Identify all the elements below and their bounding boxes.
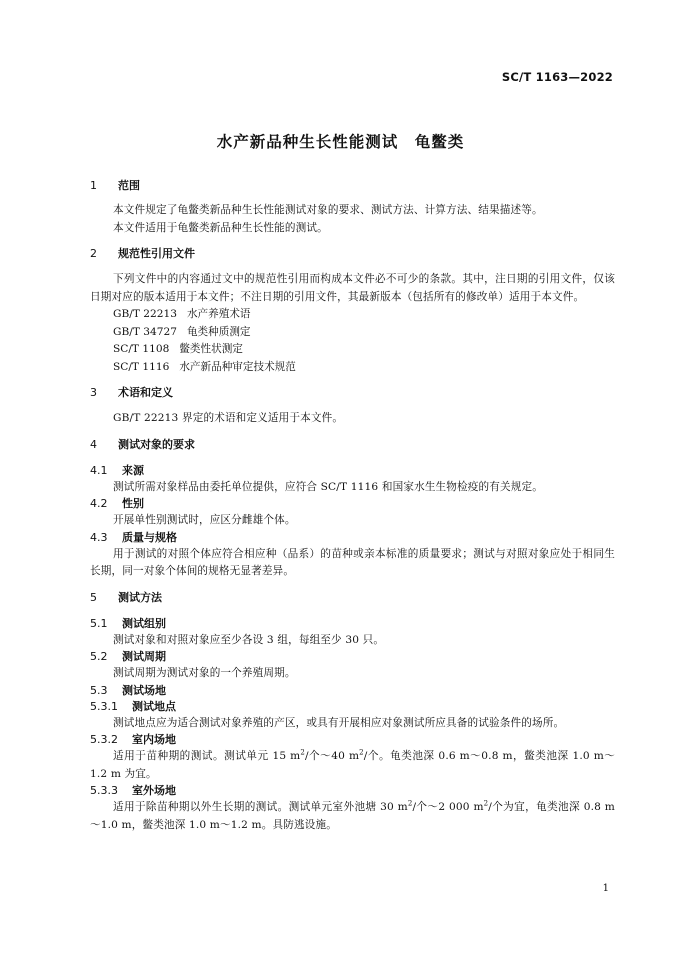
subsection-title: 室内场地 <box>132 733 176 746</box>
section-number: 2 <box>90 247 97 260</box>
subsection-5-3-3-heading <box>90 783 615 799</box>
section-number: 3 <box>90 386 97 399</box>
paragraph: 测试对象和对照对象应至少各设 3 组，每组至少 30 只。 <box>113 633 385 646</box>
superscript: 2 <box>407 799 413 808</box>
subsection-4-3-heading <box>90 530 615 546</box>
text-run: 适用于苗种期的测试。测试单元 15 m <box>113 750 301 762</box>
text-run: /个～2 000 m <box>412 801 484 813</box>
reference-title: 龟类种质测定 <box>186 325 251 338</box>
reference-item <box>90 341 615 359</box>
subsection-5-3-1-heading <box>90 699 615 715</box>
subsection-number: 5.3.1 <box>90 699 118 713</box>
subsection-number: 5.3 <box>90 683 108 697</box>
reference-code: GB/T 22213 <box>113 308 177 320</box>
subsection-4-1-heading <box>90 463 615 479</box>
section-number: 1 <box>90 179 97 192</box>
reference-item <box>90 324 615 342</box>
paragraph: 用于测试的对照个体应符合相应种（品系）的苗种或亲本标准的质量要求；测试与对照对象应处于相同生长期，同一对象个体间的规格无显著差异。 <box>90 547 615 577</box>
superscript: 2 <box>483 799 489 808</box>
text-run: /个～40 m <box>304 750 360 762</box>
paragraph: GB/T 22213 界定的术语和定义适用于本文件。 <box>113 412 344 424</box>
paragraph: 本文件适用于龟鳖类新品种生长性能的测试。 <box>113 221 328 234</box>
paragraph: 开展单性别测试时，应区分雌雄个体。 <box>113 514 296 526</box>
subsection-5-3-heading <box>90 683 615 699</box>
subsection-title: 测试地点 <box>132 699 176 713</box>
paragraph: 测试地点应为适合测试对象养殖的产区，或具有开展相应对象测试所应具备的试验条件的场所。 <box>113 716 565 729</box>
subsection-title: 测试周期 <box>122 650 166 663</box>
reference-title: 鳖类性状测定 <box>179 343 243 355</box>
subsection-5-2-heading <box>90 649 615 665</box>
section-number: 4 <box>90 437 97 451</box>
section-title: 测试方法 <box>118 590 162 604</box>
section-title: 术语和定义 <box>118 386 173 399</box>
subsection-number: 5.3.3 <box>90 784 118 797</box>
subsection-title: 质量与规格 <box>122 530 177 544</box>
subsection-5-1-heading <box>90 616 615 632</box>
subsection-title: 性别 <box>122 497 144 510</box>
section-title: 范围 <box>118 179 140 192</box>
subsection-title: 测试组别 <box>122 616 166 630</box>
superscript: 2 <box>300 748 305 757</box>
section-title: 测试对象的要求 <box>118 437 195 451</box>
subsection-title: 室外场地 <box>132 784 176 797</box>
subsection-number: 4.2 <box>90 497 108 510</box>
reference-code: SC/T 1108 <box>113 343 170 355</box>
subsection-number: 4.1 <box>90 463 108 477</box>
subsection-number: 5.3.2 <box>90 733 118 746</box>
subsection-number: 5.2 <box>90 650 108 663</box>
paragraph: 下列文件中的内容通过文中的规范性引用而构成本文件必不可少的条款。其中，注日期的引用文件，仅该日期对应的版本适用于本文件；不注日期的引用文件，其最新版本（包括所有的修改单）适用于本文件。 <box>90 273 615 303</box>
section-number: 5 <box>90 590 97 604</box>
section-title: 规范性引用文件 <box>118 247 195 260</box>
text-run: 适用于除苗种期以外生长期的测试。测试单元室外池塘 30 m <box>113 801 408 813</box>
reference-item <box>90 306 615 324</box>
section-1-heading <box>90 178 615 194</box>
subsection-number: 5.1 <box>90 616 108 630</box>
section-4-heading <box>90 437 615 453</box>
section-3-heading <box>90 385 615 401</box>
page-number: 1 <box>602 883 609 894</box>
document-title: 水产新品种生长性能测试 龟鳖类 <box>216 133 465 151</box>
subsection-4-2-heading <box>90 496 615 512</box>
text-run: /个。龟类池深 0.6 m～0.8 m，鳖类池深 1.0 m～1.2 m 为宜。 <box>90 750 616 780</box>
section-5-heading <box>90 590 615 606</box>
paragraph: 本文件规定了龟鳖类新品种生长性能测试对象的要求、测试方法、计算方法、结果描述等。 <box>113 204 543 216</box>
reference-code: SC/T 1116 <box>113 360 170 373</box>
subsection-title: 测试场地 <box>122 683 166 697</box>
text-run: /个为宜，龟类池深 0.8 m～1.0 m，鳖类池深 1.0 m～1.2 m。具防逃设施。 <box>90 801 615 831</box>
superscript: 2 <box>359 748 364 757</box>
document-body <box>90 178 615 834</box>
paragraph: 测试所需对象样品由委托单位提供，应符合 SC/T 1116 和国家水生生物检疫的有关规定。 <box>113 480 543 493</box>
subsection-5-3-2-heading <box>90 732 615 748</box>
subsection-number: 4.3 <box>90 530 108 544</box>
paragraph <box>90 748 615 783</box>
reference-title: 水产养殖术语 <box>186 308 251 320</box>
reference-item <box>90 359 615 377</box>
section-2-heading <box>90 246 615 262</box>
paragraph: 测试周期为测试对象的一个养殖周期。 <box>113 667 296 679</box>
subsection-title: 来源 <box>122 463 144 477</box>
reference-code: GB/T 34727 <box>113 325 177 338</box>
standard-code: SC/T 1163—2022 <box>501 70 613 84</box>
reference-title: 水产新品种审定技术规范 <box>179 360 296 373</box>
paragraph <box>90 799 615 834</box>
